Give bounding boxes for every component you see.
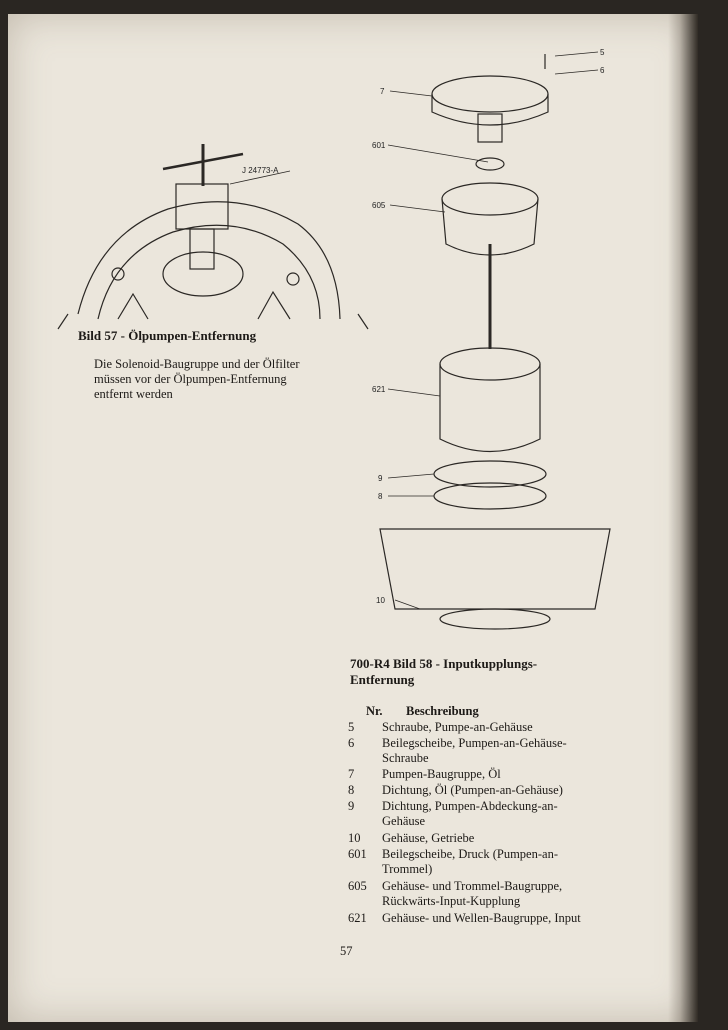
legend-nr: 621 xyxy=(348,911,367,925)
part-label-621: 621 xyxy=(372,385,386,394)
legend-nr: 9 xyxy=(348,799,355,813)
figure-58-title-line-1: 700-R4 Bild 58 - Inputkupplungs- xyxy=(350,656,538,671)
part-label-601: 601 xyxy=(372,141,386,150)
legend-nr: 8 xyxy=(348,783,355,797)
tool-label: J 24773-A xyxy=(242,166,279,175)
legend-desc-cont: Gehäuse xyxy=(382,814,426,828)
legend-nr: 601 xyxy=(348,847,367,861)
legend-desc: Schraube, Pumpe-an-Gehäuse xyxy=(382,720,533,734)
legend-header xyxy=(366,704,656,720)
legend-desc: Dichtung, Pumpen-Abdeckung-an- xyxy=(382,799,558,813)
legend-desc: Beilegscheibe, Pumpen-an-Gehäuse- xyxy=(382,736,567,750)
legend-desc: Beilegscheibe, Druck (Pumpen-an- xyxy=(382,847,558,861)
part-label-8: 8 xyxy=(378,492,383,501)
figure-57-note-line-2: müssen vor der Ölpumpen-Entfernung xyxy=(94,372,287,386)
legend-desc-cont: Trommel) xyxy=(382,862,433,876)
part-label-6: 6 xyxy=(600,66,605,75)
legend-desc-cont: Rückwärts-Input-Kupplung xyxy=(382,894,521,908)
legend-desc: Pumpen-Baugruppe, Öl xyxy=(382,767,501,781)
legend-nr: 7 xyxy=(348,767,355,781)
page-number: 57 xyxy=(340,944,353,958)
legend-desc: Gehäuse- und Wellen-Baugruppe, Input xyxy=(382,911,581,925)
legend-desc: Gehäuse- und Trommel-Baugruppe, xyxy=(382,879,563,893)
part-label-9: 9 xyxy=(378,474,383,483)
legend-nr: 10 xyxy=(348,831,361,845)
legend-nr: 605 xyxy=(348,879,367,893)
legend-header-desc: Beschreibung xyxy=(406,704,479,718)
legend-nr: 5 xyxy=(348,720,355,734)
legend-header-nr: Nr. xyxy=(366,704,383,718)
part-label-7: 7 xyxy=(380,87,385,96)
figure-57-note-line-3: entfernt werden xyxy=(94,387,173,401)
input-clutch-exploded-view xyxy=(370,34,670,654)
part-label-10: 10 xyxy=(376,596,385,605)
figure-57-note-line-1: Die Solenoid-Baugruppe und der Ölfilter xyxy=(94,357,300,371)
book-page xyxy=(8,14,698,1022)
book-spine-shadow xyxy=(668,14,698,1022)
legend-desc: Gehäuse, Getriebe xyxy=(382,831,475,845)
legend-nr: 6 xyxy=(348,736,355,750)
figure-58-title-line-2: Entfernung xyxy=(350,672,415,687)
part-label-605: 605 xyxy=(372,201,386,210)
legend-desc: Dichtung, Öl (Pumpen-an-Gehäuse) xyxy=(382,783,563,797)
part-label-5: 5 xyxy=(600,48,605,57)
legend-desc-cont: Schraube xyxy=(382,751,429,765)
figure-57-title: Bild 57 - Ölpumpen-Entfernung xyxy=(78,328,257,343)
